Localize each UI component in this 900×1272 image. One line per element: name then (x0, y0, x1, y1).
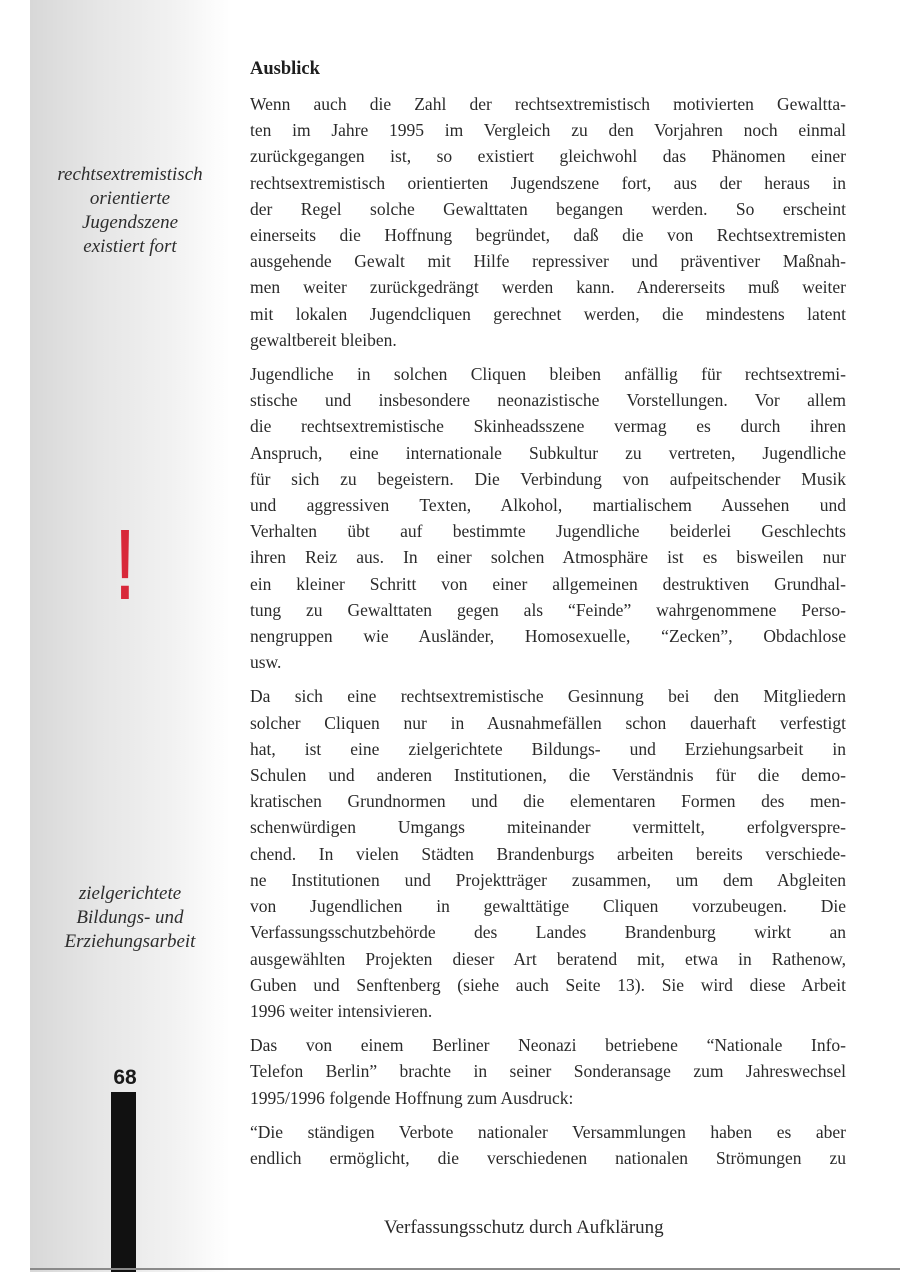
text-line: Verhalten übt auf bestimmte Jugendliche beiderlei Geschlechts (250, 521, 846, 542)
margin-note-line: orientierte (89, 188, 171, 209)
text-line: der Regel solche Gewalttaten begangen werden. So erscheint (250, 198, 846, 219)
text-line: 1996 weiter intensivieren. (250, 1000, 433, 1021)
text-line: ausgehende Gewalt mit Hilfe repressiver und präventiver Maßnah- (250, 251, 846, 272)
margin-note-line: existiert fort (83, 236, 177, 257)
margin-note-line: zielgerichtete (78, 883, 182, 904)
text-line: schenwürdigen Umgangs miteinander vermittelt, erfolgverspre- (250, 817, 846, 838)
text-line: Wenn auch die Zahl der rechtsextremistisch motivierten Gewaltta- (250, 94, 846, 114)
margin-note-bildungsarbeit (30, 882, 230, 954)
text-line: Verfassungsschutzbehörde des Landes Brandenburg wirkt an (250, 922, 846, 943)
page-number: 68 (113, 1066, 137, 1089)
text-line: Anspruch, eine internationale Subkultur zu vertreten, Jugendliche (250, 442, 846, 463)
quotation-paragraph (250, 1119, 846, 1171)
text-line: chend. In vielen Städten Brandenburgs arbeiten bereits verschiede- (250, 843, 846, 864)
text-line: ein kleiner Schritt von einer allgemeinen destruktiven Grundhal- (250, 573, 846, 594)
margin-note-jugendszene (30, 163, 230, 259)
text-line: hat, ist eine zielgerichtete Bildungs- und Erziehungsarbeit in (250, 738, 846, 759)
bottom-rule (30, 1268, 900, 1270)
article-body (250, 56, 846, 1179)
text-line: einerseits die Hoffnung begründet, daß die von Rechtsextremisten (250, 225, 846, 246)
text-line: 1995/1996 folgende Hoffnung zum Ausdruck: (250, 1087, 574, 1108)
margin-note-line: Erziehungsarbeit (64, 931, 196, 952)
page-number-bar (111, 1092, 136, 1272)
paragraph (250, 683, 846, 1024)
text-line: ihren Reiz aus. In einer solchen Atmosphäre ist es bisweilen nur (250, 547, 846, 568)
text-line: usw. (250, 652, 282, 673)
text-line: ne Institutionen und Projektträger zusammen, um dem Abgleiten (250, 869, 846, 890)
text-line: ten im Jahre 1995 im Vergleich zu den Vorjahren noch einmal (250, 120, 846, 141)
left-page-edge (0, 0, 30, 1272)
text-line: mit lokalen Jugendcliquen gerechnet werden, die mindestens latent (250, 303, 846, 324)
page-footer: Verfassungsschutz durch Aufklärung (384, 1217, 664, 1238)
text-line: solcher Cliquen nur in Ausnahmefällen schon dauerhaft verfestigt (250, 712, 846, 733)
exclamation-mark-icon: ! (115, 509, 135, 621)
sidebar-margin (30, 0, 230, 1272)
text-line: für sich zu begeistern. Die Verbindung von aufpeitschender Musik (250, 468, 846, 489)
text-line: tung zu Gewalttaten gegen als “Feinde” wahrgenommene Perso- (250, 599, 846, 620)
text-line: Schulen und anderen Institutionen, die Verständnis für die demo- (250, 765, 846, 786)
text-line: von Jugendlichen in gewalttätige Cliquen vorzubeugen. Die (250, 896, 846, 917)
text-line: gewaltbereit bleiben. (250, 329, 397, 350)
text-line: endlich ermöglicht, die verschiedenen nationalen Strömungen zu (250, 1147, 846, 1168)
text-line: die rechtsextremistische Skinheadsszene vermag es durch ihren (250, 416, 846, 437)
margin-note-line: Bildungs- und (76, 907, 184, 928)
text-line: stische und insbesondere neonazistische Vorstellungen. Vor allem (250, 390, 846, 411)
text-line: Telefon Berlin” brachte in seiner Sonderansage zum Jahreswechsel (250, 1061, 846, 1082)
text-line: ausgewählten Projekten dieser Art beratend mit, etwa in Rathenow, (250, 948, 846, 969)
text-line: Guben und Senftenberg (siehe auch Seite 13). Sie wird diese Arbeit (250, 974, 846, 995)
text-line: kratischen Grundnormen und die elementaren Formen des men- (250, 791, 846, 812)
text-line: nengruppen wie Ausländer, Homosexuelle, “Zecken”, Obdachlose (250, 626, 846, 647)
text-line: “Die ständigen Verbote nationaler Versammlungen haben es aber (250, 1121, 846, 1142)
section-heading: Ausblick (250, 59, 320, 79)
paragraph (250, 1032, 846, 1111)
text-line: Da sich eine rechtsextremistische Gesinnung bei den Mitgliedern (250, 686, 846, 707)
text-line: Das von einem Berliner Neonazi betriebene “Nationale Info- (250, 1035, 846, 1056)
paragraph (250, 361, 846, 675)
text-line: zurückgegangen ist, so existiert gleichwohl das Phänomen einer (250, 146, 846, 167)
text-line: men weiter zurückgedrängt werden kann. Andererseits muß weiter (250, 277, 846, 298)
text-line: und aggressiven Texten, Alkohol, martialischem Aussehen und (250, 495, 846, 516)
text-line: rechtsextremistisch orientierten Jugendszene fort, aus der heraus in (250, 172, 846, 193)
text-line: Jugendliche in solchen Cliquen bleiben anfällig für rechtsextremi- (250, 364, 846, 385)
margin-note-line: Jugendszene (81, 212, 179, 233)
margin-note-line: rechtsextremistisch (57, 164, 203, 185)
paragraph (250, 91, 846, 353)
